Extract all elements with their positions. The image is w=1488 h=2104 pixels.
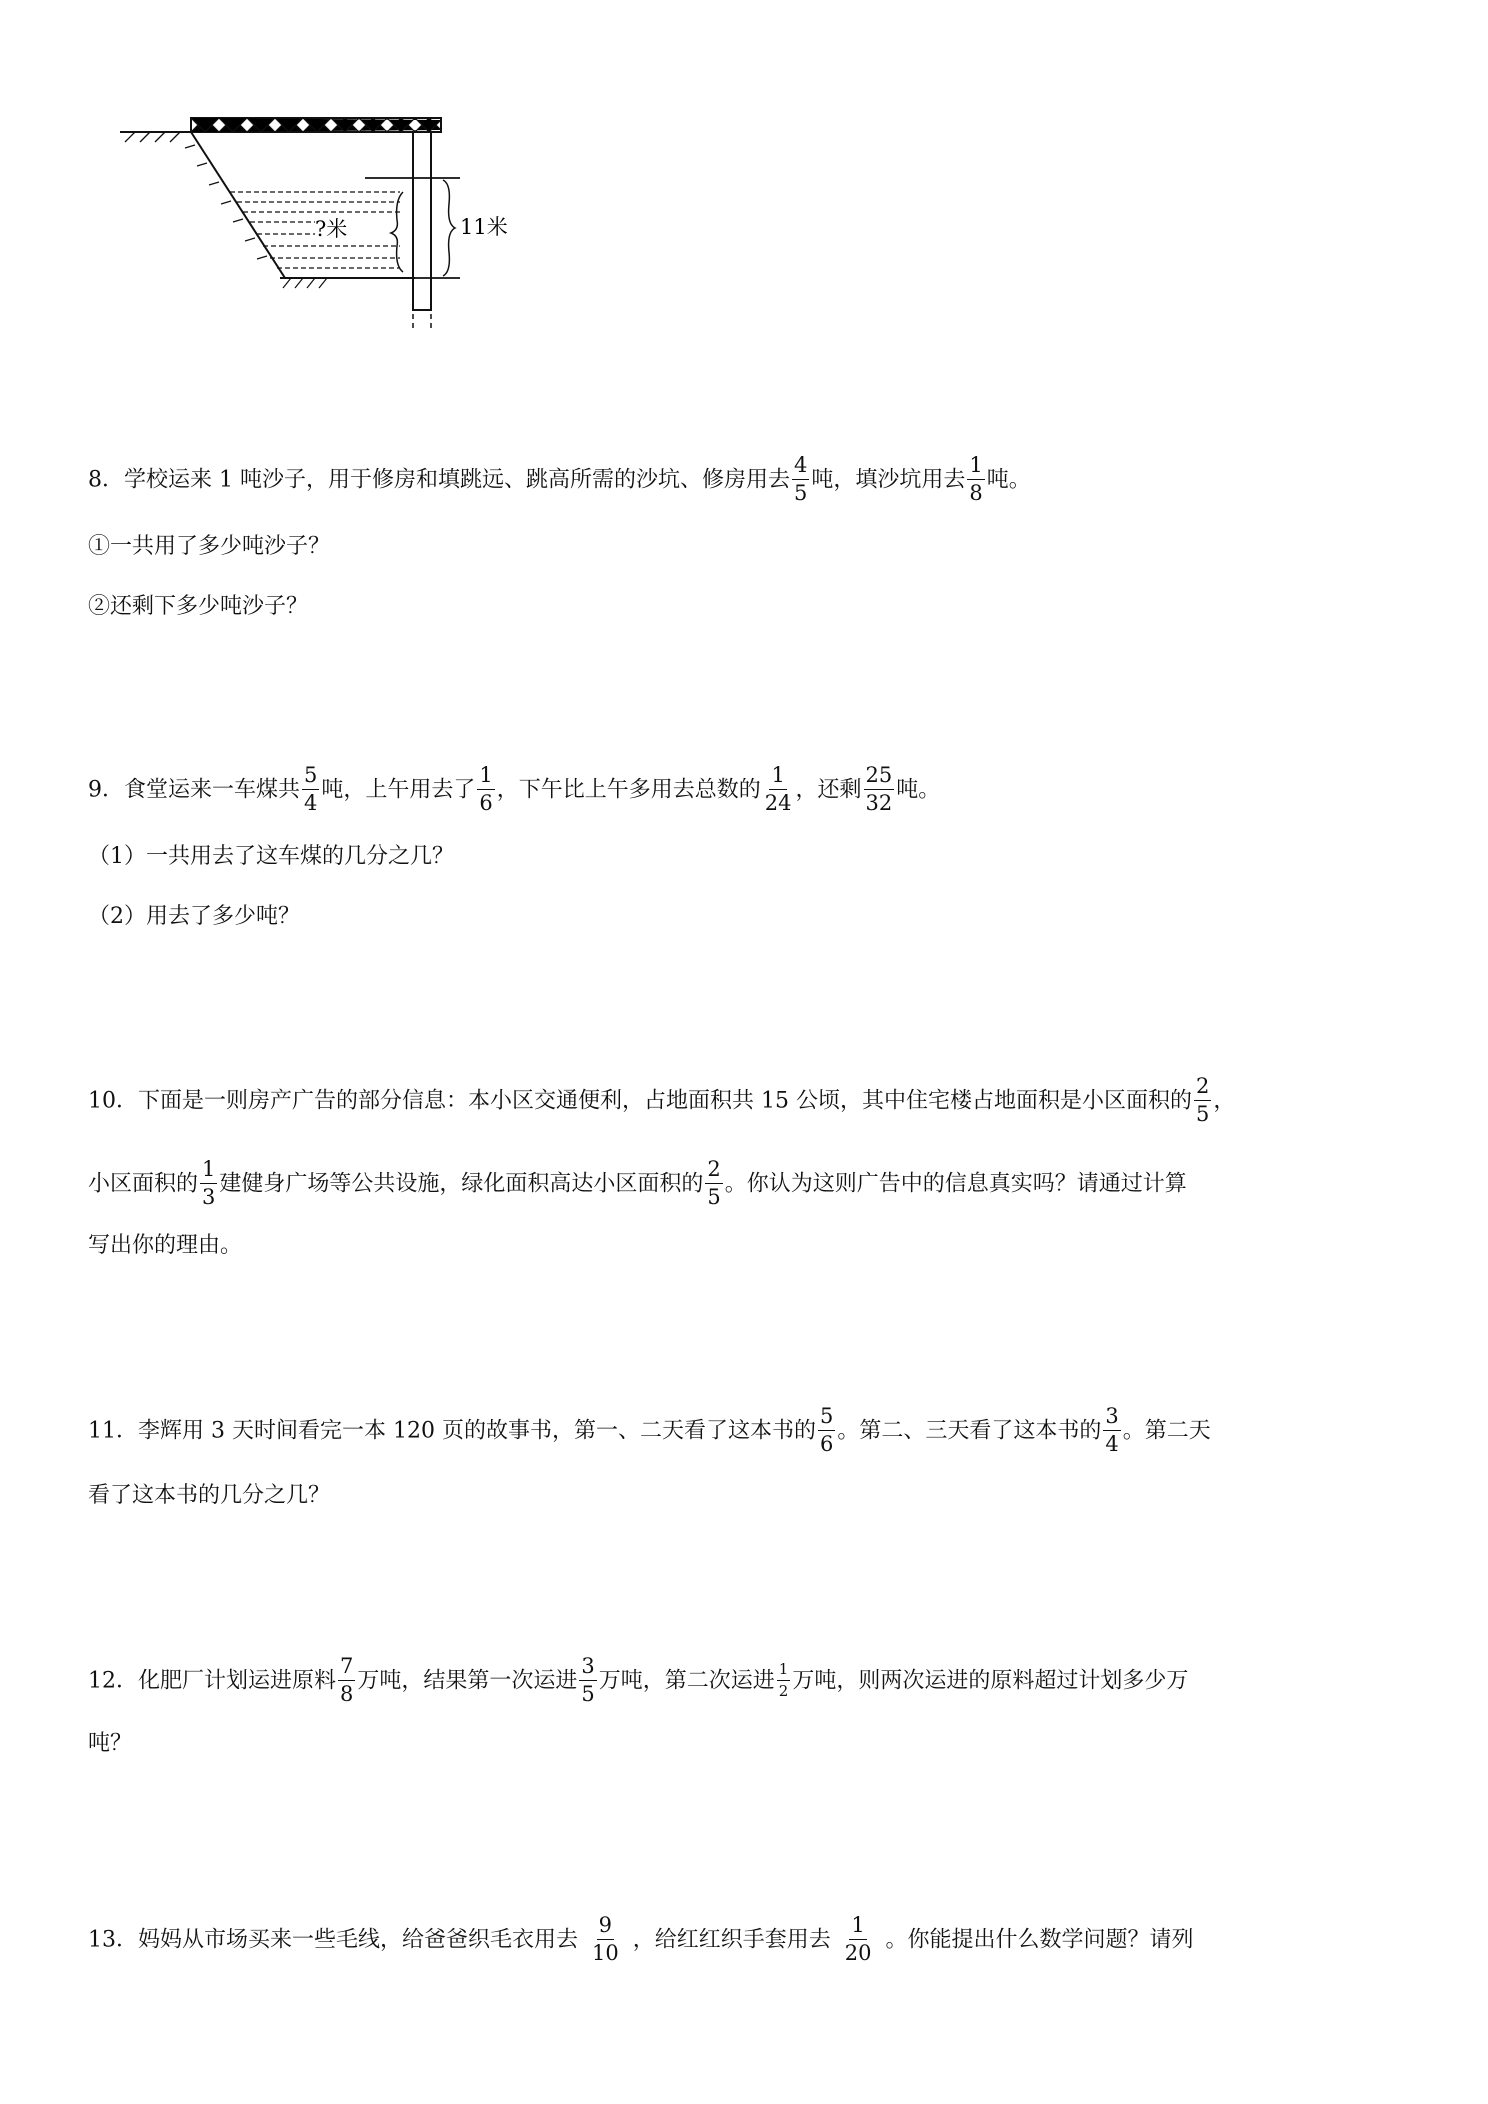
denominator: 5: [793, 481, 808, 505]
numerator: 3: [579, 1656, 596, 1681]
q10-line3: 写出你的理由。: [88, 1233, 243, 1258]
denominator: 8: [340, 1682, 354, 1706]
q8-sub1: ①一共用了多少吨沙子？: [88, 534, 331, 559]
text-segment: ，还剩: [795, 777, 862, 803]
text-segment: 建健身广场等公共设施，绿化面积高达小区面积的: [219, 1171, 704, 1197]
numerator: 1: [200, 1159, 217, 1184]
fraction: [338, 1656, 355, 1705]
fraction: [818, 1406, 835, 1455]
fraction: [705, 1159, 722, 1208]
denominator: 10: [592, 1941, 619, 1965]
numerator: 5: [302, 765, 319, 790]
text-segment: 吨。: [986, 467, 1031, 493]
numerator: 1: [769, 765, 786, 790]
numerator: 1: [477, 765, 494, 790]
text-segment: 11．李辉用 3 天时间看完一本 120 页的故事书，第一、二天看了这本书的: [88, 1418, 816, 1444]
denominator: 8: [969, 481, 983, 505]
q9-stem: [88, 763, 1408, 815]
fraction: [763, 765, 794, 814]
fraction: [590, 1915, 621, 1964]
fraction: [843, 1915, 874, 1964]
denominator: 4: [1105, 1432, 1119, 1456]
text-segment: ，下午比上午多用去总数的: [496, 777, 761, 803]
fraction: [967, 455, 984, 504]
text-segment: 吨。: [896, 777, 941, 803]
numerator: 5: [818, 1406, 835, 1431]
fraction: [864, 765, 895, 814]
unknown-depth-label: ?米: [315, 217, 348, 241]
fraction: [777, 1662, 791, 1699]
text-segment: 12．化肥厂计划运进原料: [88, 1668, 336, 1694]
fraction: [302, 765, 319, 814]
text-segment: 小区面积的: [88, 1171, 199, 1197]
q12-line2: 吨？: [88, 1731, 133, 1756]
numerator: 2: [1194, 1076, 1211, 1101]
fraction: [477, 765, 494, 814]
text-segment: ，给红红织手套用去: [632, 1927, 831, 1953]
denominator: 4: [304, 791, 318, 815]
fraction: [1194, 1076, 1211, 1125]
numerator: 3: [1103, 1406, 1120, 1431]
numerator: 7: [338, 1656, 355, 1681]
text-segment: 8．学校运来 1 吨沙子，用于修房和填跳远、跳高所需的沙坑、修房用去: [88, 467, 790, 493]
text-segment: 13．妈妈从市场买来一些毛线，给爸爸织毛衣用去: [88, 1927, 578, 1953]
numerator: 1: [849, 1915, 866, 1940]
numerator: 2: [705, 1159, 722, 1184]
denominator: 3: [202, 1185, 216, 1209]
q11-line2: 看了这本书的几分之几？: [88, 1483, 331, 1508]
numerator: 25: [864, 765, 895, 790]
text-segment: 。你能提出什么数学问题？请列: [885, 1927, 1194, 1953]
q9-sub1: （1）一共用去了这车煤的几分之几？: [88, 844, 454, 869]
denominator: 32: [865, 791, 893, 815]
denominator: 20: [844, 1941, 872, 1965]
text-segment: ，: [1213, 1088, 1236, 1114]
q9-sub2: （2）用去了多少吨？: [88, 904, 300, 929]
text-segment: 9．食堂运来一车煤共: [88, 777, 300, 803]
text-segment: 。第二、三天看了这本书的: [837, 1418, 1102, 1444]
pit-diagram: [115, 100, 525, 330]
denominator: 6: [819, 1432, 834, 1456]
q13-line1: [88, 1913, 1408, 1965]
fraction: [792, 455, 809, 504]
numerator: 9: [597, 1915, 614, 1940]
denominator: 24: [764, 791, 792, 815]
text-segment: 吨，上午用去了: [321, 777, 476, 803]
text-segment: 万吨，第二次运进: [598, 1668, 775, 1694]
q8-sub2: ②还剩下多少吨沙子？: [88, 594, 309, 619]
q10-line1: [88, 1074, 1408, 1126]
text-segment: 万吨，结果第一次运进: [357, 1668, 578, 1694]
numerator: 1: [967, 455, 984, 480]
q12-line1: [88, 1654, 1408, 1706]
text-segment: 10．下面是一则房产广告的部分信息：本小区交通便利，占地面积共 15 公顷，其中住宅楼占地面积是小区面积的: [88, 1088, 1192, 1114]
denominator: 5: [581, 1682, 595, 1706]
q8-stem: [88, 453, 1408, 505]
denominator: 5: [707, 1185, 721, 1209]
q10-line2: [88, 1157, 1408, 1209]
denominator: 6: [479, 791, 493, 815]
text-segment: 。第二天: [1122, 1418, 1211, 1444]
fraction: [1103, 1406, 1120, 1455]
fraction: [200, 1159, 217, 1208]
denominator: 5: [1195, 1102, 1210, 1126]
numerator: 1: [777, 1662, 791, 1681]
text-segment: 吨，填沙坑用去: [811, 467, 966, 493]
denominator: 2: [778, 1682, 789, 1700]
text-segment: 。你认为这则广告中的信息真实吗？请通过计算: [724, 1171, 1187, 1197]
fraction: [579, 1656, 596, 1705]
height-label: 11米: [460, 215, 508, 239]
q11-line1: [88, 1404, 1408, 1456]
text-segment: 万吨，则两次运进的原料超过计划多少万: [792, 1668, 1189, 1694]
numerator: 4: [792, 455, 809, 480]
